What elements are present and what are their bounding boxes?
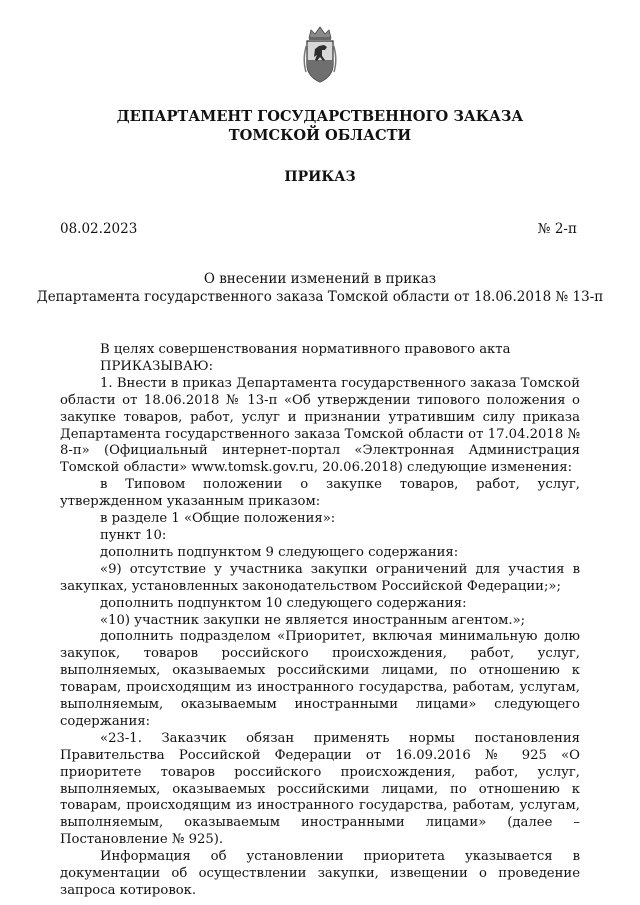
body-paragraph: ПРИКАЗЫВАЮ:: [100, 358, 214, 374]
document-type-title: ПРИКАЗ: [284, 169, 356, 185]
body-paragraph: «10) участник закупки не является иностранным агентом.»;: [100, 612, 526, 628]
coat-of-arms-emblem: [300, 24, 340, 88]
subject-line2: Департамента государственного заказа Томской области от 18.06.2018 № 13-п: [36, 289, 604, 305]
body-paragraph: 1. Внести в приказ Департамента государственного заказа Томской области от 18.06.2018 № 13-п «Об утверждении типового положения о закупке товаров, работ, услуг и признании утратившим силу приказа Департамента государственного заказа Томской области от 17.04.2018 № 8-п» (Официальный интернет-портал «Электронная Администрация Томской области» www.tomsk.gov.ru, 20.06.2018) следующие изменения:: [60, 375, 580, 476]
body-paragraph: в Типовом положении о закупке товаров, работ, услуг, утвержденном указанным приказом:: [60, 477, 580, 510]
body-paragraph: «23-1. Заказчик обязан применять нормы постановления Правительства Российской Федерации от 16.09.2016 № 925 «О приоритете товаров российского происхождения, работ, услуг, выполняемых, оказываемых российскими лицами, по отношению к товарам, происходящим из иностранного государства, работам, услугам, выполняемым, оказываемым иностранными лицами» (далее – Постановление № 925).: [60, 730, 580, 848]
body-paragraph: пункт 10:: [100, 527, 167, 543]
body-paragraph: дополнить подпунктом 10 следующего содержания:: [100, 595, 467, 611]
subject-line1: О внесении изменений в приказ: [203, 271, 437, 287]
order-date: 08.02.2023: [60, 221, 138, 237]
department-name-line2: ТОМСКОЙ ОБЛАСТИ: [228, 127, 412, 144]
document-body: [60, 342, 580, 900]
body-paragraph: в разделе 1 «Общие положения»:: [100, 511, 336, 527]
body-paragraph: дополнить подпунктом 9 следующего содержания:: [100, 544, 459, 560]
department-name-line1: ДЕПАРТАМЕНТ ГОСУДАРСТВЕННОГО ЗАКАЗА: [116, 108, 524, 125]
body-paragraph: В целях совершенствования нормативного правового акта: [100, 342, 511, 357]
order-number: № 2-п: [537, 221, 577, 237]
body-paragraph: Информация об установлении приоритета указывается в документации об осуществлении закупки, извещении о проведение запроса котировок.: [60, 849, 580, 898]
body-paragraph: дополнить подразделом «Приоритет, включая минимальную долю закупок, товаров российского происхождения, работ, услуг, выполняемых, оказываемых российскими лицами, по отношению к товарам, происходящим из иностранного государства, работам, услугам, выполняемым, оказываемым иностранными лицами» следующего содержания:: [60, 629, 580, 729]
body-paragraph: «9) отсутствие у участника закупки ограничений для участия в закупках, установленных законодательством Российской Федерации;»;: [60, 561, 580, 594]
